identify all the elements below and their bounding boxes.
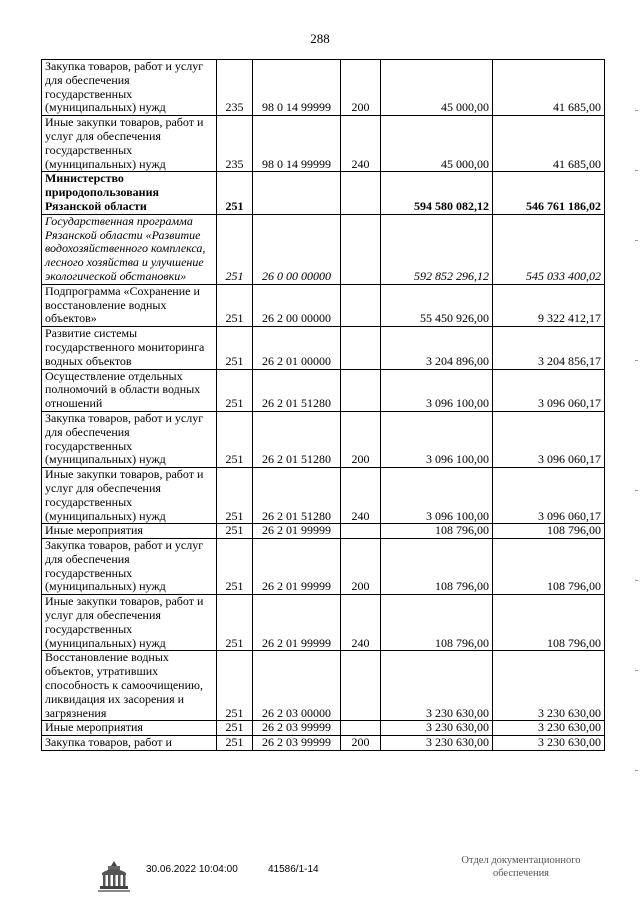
row-name: Подпрограмма «Сохранение и восстановление водных объектов» <box>42 284 217 326</box>
row-amount-actual: 545 033 400,02 <box>493 214 605 284</box>
row-target-article: 98 0 14 99999 <box>253 116 341 172</box>
row-amount-actual: 3 096 060,17 <box>493 468 605 524</box>
row-amount-actual: 9 322 412,17 <box>493 284 605 326</box>
budget-table <box>41 59 605 751</box>
row-amount-actual: 41 685,00 <box>493 116 605 172</box>
row-name: Восстановление водных объектов, утративших способность к самоочищению, ликвидация их засорения и загрязнения <box>42 651 217 721</box>
row-code: 251 <box>217 172 253 214</box>
row-amount-plan: 108 796,00 <box>381 524 493 539</box>
row-target-article: 26 2 01 99999 <box>253 524 341 539</box>
row-target-article: 26 2 01 99999 <box>253 539 341 595</box>
row-amount-actual: 108 796,00 <box>493 539 605 595</box>
row-name: Закупка товаров, работ и услуг для обеспечения государственных (муниципальных) нужд <box>42 539 217 595</box>
table-row <box>42 468 605 524</box>
row-amount-plan: 3 230 630,00 <box>381 651 493 721</box>
table-row <box>42 369 605 411</box>
row-name: Иные мероприятия <box>42 524 217 539</box>
row-code: 235 <box>217 60 253 116</box>
row-expense-kind: 200 <box>341 411 381 467</box>
row-amount-plan: 55 450 926,00 <box>381 284 493 326</box>
row-code: 251 <box>217 369 253 411</box>
row-code: 235 <box>217 116 253 172</box>
row-amount-plan: 592 852 296,12 <box>381 214 493 284</box>
row-expense-kind <box>341 524 381 539</box>
row-code: 251 <box>217 411 253 467</box>
department-line-1: Отдел документационного <box>461 855 581 866</box>
row-amount-actual: 108 796,00 <box>493 595 605 651</box>
stamp-datetime: 30.06.2022 10:04:00 <box>146 864 238 875</box>
row-name: Закупка товаров, работ и услуг для обеспечения государственных (муниципальных) нужд <box>42 411 217 467</box>
row-code: 251 <box>217 214 253 284</box>
row-amount-plan: 3 096 100,00 <box>381 411 493 467</box>
table-row <box>42 524 605 539</box>
row-expense-kind <box>341 284 381 326</box>
table-row <box>42 327 605 369</box>
duma-logo-icon <box>94 857 134 897</box>
row-code: 251 <box>217 524 253 539</box>
row-name: Закупка товаров, работ и <box>42 736 217 751</box>
row-expense-kind: 200 <box>341 539 381 595</box>
row-amount-plan: 108 796,00 <box>381 539 493 595</box>
row-name: Развитие системы государственного мониторинга водных объектов <box>42 327 217 369</box>
row-expense-kind <box>341 369 381 411</box>
row-amount-plan: 594 580 082,12 <box>381 172 493 214</box>
row-amount-actual: 3 204 856,17 <box>493 327 605 369</box>
row-code: 251 <box>217 651 253 721</box>
row-name: Иные закупки товаров, работ и услуг для обеспечения государственных (муниципальных) нужд <box>42 116 217 172</box>
row-name: Министерство природопользования Рязанской области <box>42 172 217 214</box>
row-target-article: 26 2 03 00000 <box>253 651 341 721</box>
row-target-article: 26 2 01 00000 <box>253 327 341 369</box>
department-line-2: обеспечения <box>492 868 550 879</box>
row-expense-kind <box>341 327 381 369</box>
page-footer <box>0 855 640 900</box>
row-target-article <box>253 172 341 214</box>
row-amount-actual: 41 685,00 <box>493 60 605 116</box>
row-name: Иные закупки товаров, работ и услуг для обеспечения государственных (муниципальных) нужд <box>42 595 217 651</box>
row-target-article: 26 2 03 99999 <box>253 736 341 751</box>
row-amount-actual: 3 230 630,00 <box>493 736 605 751</box>
row-amount-actual: 3 096 060,17 <box>493 369 605 411</box>
row-expense-kind <box>341 651 381 721</box>
table-row <box>42 595 605 651</box>
table-row <box>42 736 605 751</box>
page-edge-marks <box>632 110 638 790</box>
row-expense-kind <box>341 172 381 214</box>
row-target-article: 26 2 03 99999 <box>253 721 341 736</box>
table-row <box>42 721 605 736</box>
row-code: 251 <box>217 736 253 751</box>
row-name: Осуществление отдельных полномочий в области водных отношений <box>42 369 217 411</box>
table-row <box>42 116 605 172</box>
row-expense-kind: 240 <box>341 595 381 651</box>
row-code: 251 <box>217 468 253 524</box>
table-row <box>42 651 605 721</box>
row-code: 251 <box>217 595 253 651</box>
row-expense-kind: 200 <box>341 60 381 116</box>
row-amount-actual: 108 796,00 <box>493 524 605 539</box>
row-expense-kind: 200 <box>341 736 381 751</box>
row-amount-plan: 108 796,00 <box>381 595 493 651</box>
row-amount-plan: 3 230 630,00 <box>381 736 493 751</box>
row-target-article: 98 0 14 99999 <box>253 60 341 116</box>
row-target-article: 26 2 00 00000 <box>253 284 341 326</box>
row-target-article: 26 2 01 51280 <box>253 369 341 411</box>
row-amount-actual: 3 230 630,00 <box>493 651 605 721</box>
row-code: 251 <box>217 721 253 736</box>
table-row <box>42 172 605 214</box>
table-row <box>42 284 605 326</box>
row-name: Государственная программа Рязанской области «Развитие водохозяйственного комплекса, лесного хозяйства и улучшение экологической обстановки» <box>42 214 217 284</box>
row-target-article: 26 2 01 51280 <box>253 411 341 467</box>
table-row <box>42 214 605 284</box>
page-number: 288 <box>310 31 330 46</box>
table-row <box>42 60 605 116</box>
row-code: 251 <box>217 539 253 595</box>
row-code: 251 <box>217 284 253 326</box>
row-amount-plan: 3 230 630,00 <box>381 721 493 736</box>
row-amount-plan: 3 204 896,00 <box>381 327 493 369</box>
row-expense-kind: 240 <box>341 468 381 524</box>
row-amount-plan: 3 096 100,00 <box>381 369 493 411</box>
row-amount-plan: 45 000,00 <box>381 116 493 172</box>
table-row <box>42 411 605 467</box>
row-expense-kind <box>341 214 381 284</box>
row-amount-actual: 546 761 186,02 <box>493 172 605 214</box>
row-code: 251 <box>217 327 253 369</box>
row-amount-plan: 3 096 100,00 <box>381 468 493 524</box>
row-amount-plan: 45 000,00 <box>381 60 493 116</box>
row-amount-actual: 3 096 060,17 <box>493 411 605 467</box>
budget-table-body <box>42 60 605 751</box>
stamp-document-id: 41586/1-14 <box>268 864 319 875</box>
row-expense-kind <box>341 721 381 736</box>
table-row <box>42 539 605 595</box>
department-stamp <box>436 854 606 880</box>
row-target-article: 26 0 00 00000 <box>253 214 341 284</box>
row-name: Закупка товаров, работ и услуг для обеспечения государственных (муниципальных) нужд <box>42 60 217 116</box>
row-name: Иные закупки товаров, работ и услуг для обеспечения государственных (муниципальных) нужд <box>42 468 217 524</box>
row-target-article: 26 2 01 51280 <box>253 468 341 524</box>
row-name: Иные мероприятия <box>42 721 217 736</box>
row-amount-actual: 3 230 630,00 <box>493 721 605 736</box>
row-target-article: 26 2 01 99999 <box>253 595 341 651</box>
row-expense-kind: 240 <box>341 116 381 172</box>
